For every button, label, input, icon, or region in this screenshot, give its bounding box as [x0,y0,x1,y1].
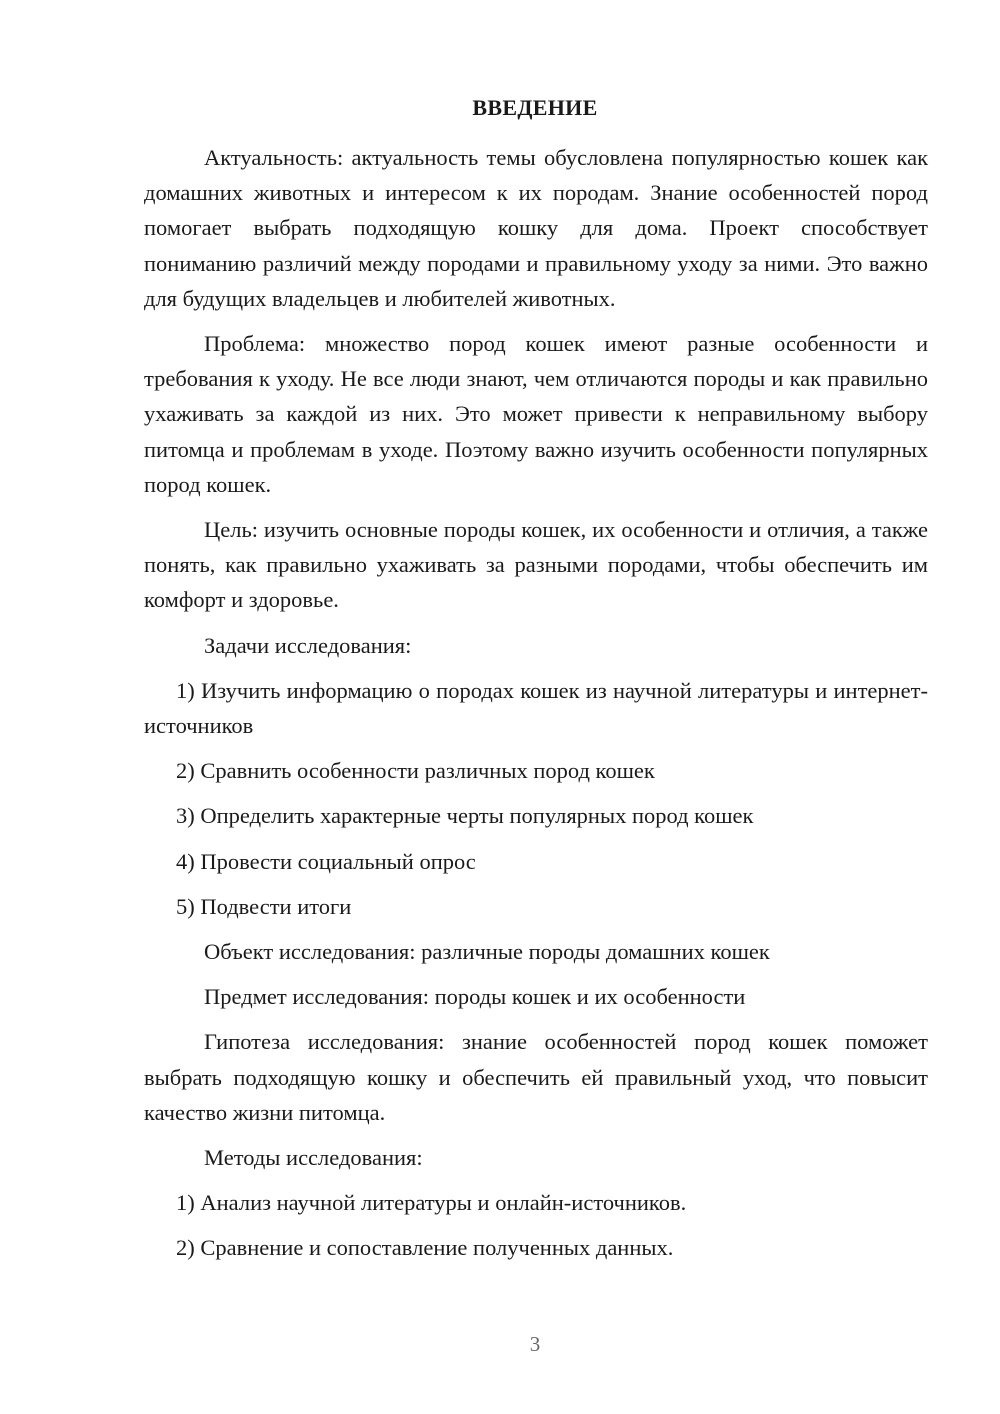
page-title: ВВЕДЕНИЕ [472,95,598,120]
method-item: 1) Анализ научной литературы и онлайн-источников. [176,1190,687,1216]
hypothesis-paragraph: Гипотеза исследования: знание особенностей пород кошек поможет выбрать подходящую кошку и обеспечить ей правильный уход, что повысит качество жизни питомца. [144,1029,928,1125]
task-item: 1) Изучить информацию о породах кошек из научной литературы и интернет-источников [144,677,928,739]
page-body [144,140,928,1276]
tasks-title: Задачи исследования: [204,632,412,658]
problem-paragraph: Проблема: множество пород кошек имеют разные особенности и требования к уходу. Не все люди знают, чем отличаются породы и как правильно ухаживать за каждой из них. Это может привести к неправильному выбору питомца и проблемам в уходе. Поэтому важно изучить особенности популярных пород кошек. [144,331,928,497]
research-object: Объект исследования: различные породы домашних кошек [204,939,770,965]
task-item: 2) Сравнить особенности различных пород кошек [176,758,655,784]
goal-paragraph: Цель: изучить основные породы кошек, их особенности и отличия, а также понять, как правильно ухаживать за разными породами, чтобы обеспечить им комфорт и здоровье. [144,517,928,613]
relevance-paragraph: Актуальность: актуальность темы обусловлена популярностью кошек как домашних животных и интересом к их породам. Знание особенностей пород помогает выбрать подходящую кошку для дома. Проект способствует пониманию различий между породами и правильному уходу за ними. Это важно для будущих владельцев и любителей животных. [144,145,928,311]
task-item: 3) Определить характерные черты популярных пород кошек [176,803,754,829]
research-subject: Предмет исследования: породы кошек и их особенности [204,984,746,1010]
methods-title: Методы исследования: [204,1145,423,1171]
page-number: 3 [529,1332,541,1356]
task-item: 4) Провести социальный опрос [176,848,476,874]
task-item: 5) Подвести итоги [176,893,352,919]
method-item: 2) Сравнение и сопоставление полученных данных. [176,1235,674,1261]
